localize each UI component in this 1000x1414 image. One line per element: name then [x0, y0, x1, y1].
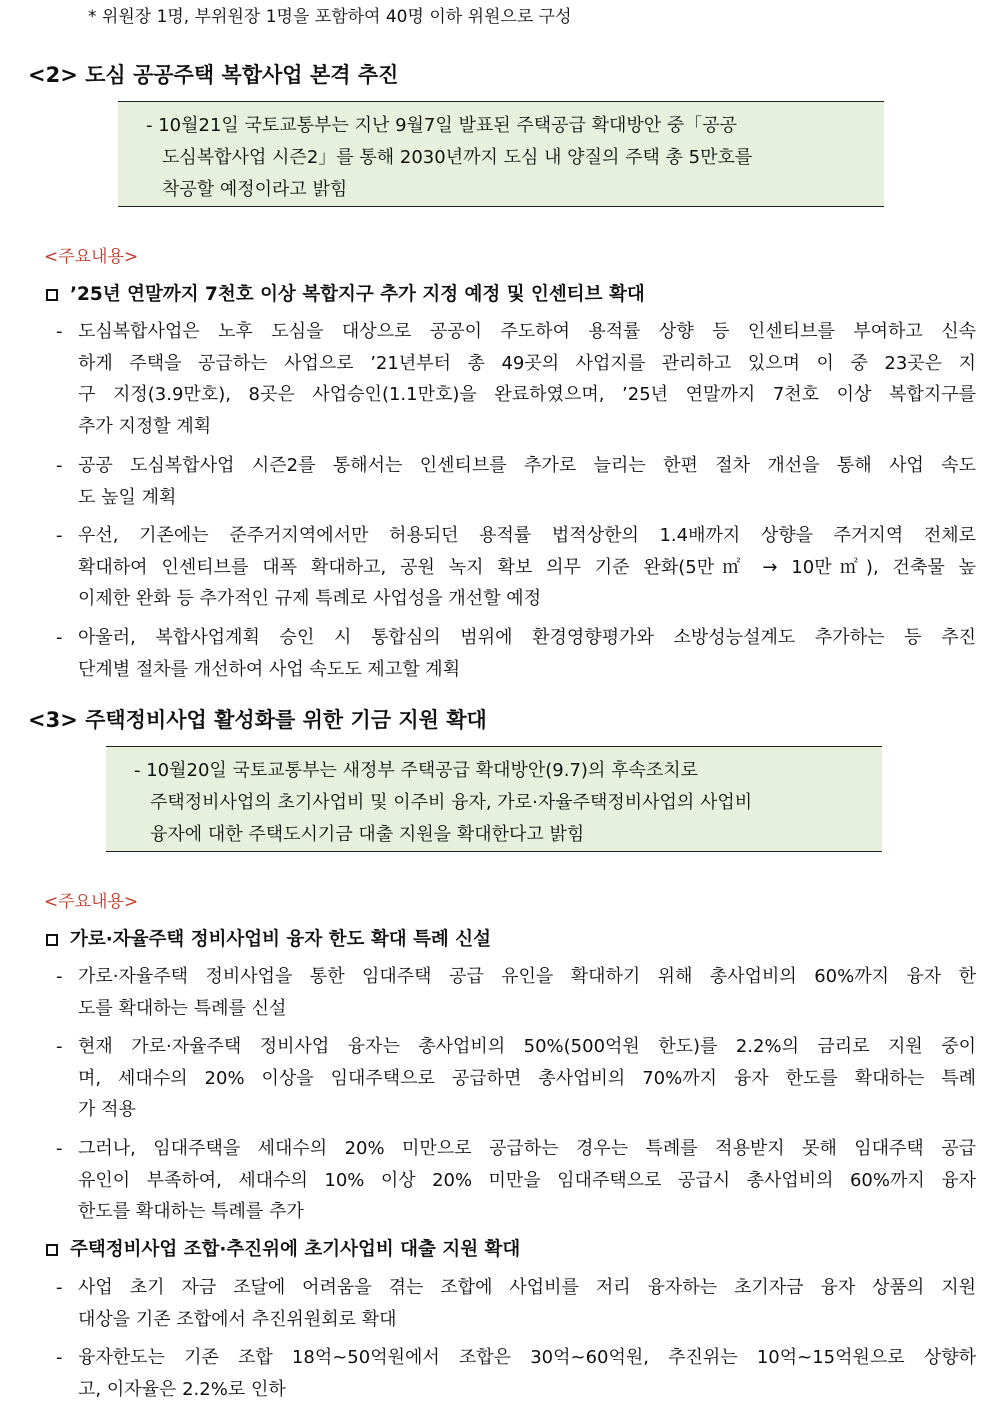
bullet-line: 며, 세대수의 20% 이상을 임대주택으로 공급하면 총사업비의 70%까지 융자 한도를 확대하는 특례 [78, 1067, 976, 1089]
section-3-subhead-2 [46, 1236, 520, 1264]
section-3-main-label: <주요내용> [44, 892, 139, 912]
dash-icon: - [56, 1277, 63, 1298]
dash-icon: - [56, 1036, 63, 1057]
bullet-line: 융자한도는 기존 조합 18억~50억원에서 조합은 30억~60억원, 추진위는 10억~15억원으로 상향하 [78, 1347, 976, 1368]
dash-icon: - [56, 627, 63, 648]
bullet-line: 대상을 기존 조합에서 추진위원회로 확대 [78, 1308, 397, 1330]
dash-icon: - [56, 321, 63, 342]
subhead-title: ’25년 연말까지 7천호 이상 복합지구 추가 지정 예정 및 인센티브 확대 [70, 284, 645, 305]
bullet-line: 도심복합사업은 노후 도심을 대상으로 공공이 주도하여 용적률 상향 등 인센티브를 부여하고 신속 [78, 321, 976, 342]
summary-line: 주택정비사업의 초기사업비 및 이주비 융자, 가로·자율주택정비사업의 사업비 [150, 792, 753, 813]
bullet-line: 사업 초기 자금 조달에 어려움을 겪는 조합에 사업비를 저리 융자하는 초기자금 융자 상품의 지원 [78, 1277, 976, 1298]
bullet-line: 구 지정(3.9만호), 8곳은 사업승인(1.1만호)을 완료하였으며, ’25년 연말까지 7천호 이상 복합지구를 [78, 384, 976, 405]
bullet-line: 고, 이자율은 2.2%로 인하 [78, 1378, 286, 1400]
section-2-summary-box [118, 101, 884, 207]
dash-icon: - [56, 1138, 63, 1159]
bullet-item [56, 1133, 976, 1228]
section-3-summary-box [106, 746, 882, 852]
top-footnote: * 위원장 1명, 부위원장 1명을 포함하여 40명 이하 위원으로 구성 [88, 7, 572, 27]
section-2-subhead-1 [46, 281, 645, 309]
bullet-line: 확대하여 인센티브를 대폭 확대하고, 공원 녹지 확보 의무 기준 완화(5만㎡ → 10만㎡), 건축물 높 [78, 556, 976, 578]
bullet-item [56, 1031, 976, 1126]
bullet-line: 가로·자율주택 정비사업을 통한 임대주택 공급 유인을 확대하기 위해 총사업비의 60%까지 융자 한 [78, 966, 976, 987]
dash-icon: - [56, 1347, 63, 1368]
bullet-line: 이제한 완화 등 추가적인 규제 특례로 사업성을 개선할 예정 [78, 588, 542, 609]
summary-line: 착공할 예정이라고 밝힘 [162, 179, 348, 200]
dash-icon: - [56, 966, 63, 987]
bullet-item [56, 450, 976, 513]
summary-line: - 10월21일 국토교통부는 지난 9월7일 발표된 주택공급 확대방안 중「공공 [146, 115, 738, 136]
summary-line: 융자에 대한 주택도시기금 대출 지원을 확대한다고 밝힘 [150, 824, 585, 845]
checkbox-square-icon [46, 1244, 58, 1256]
checkbox-square-icon [46, 934, 58, 946]
bullet-line: 추가 지정할 계획 [78, 415, 212, 437]
dash-icon: - [56, 525, 63, 546]
bullet-line: 도 높일 계획 [78, 486, 177, 508]
bullet-line: 현재 가로·자율주택 정비사업 융자는 총사업비의 50%(500억원 한도)를 2.2%의 금리로 지원 중이 [78, 1036, 976, 1057]
subhead-title: 주택정비사업 조합·추진위에 초기사업비 대출 지원 확대 [70, 1239, 521, 1260]
bullet-item [56, 1272, 976, 1335]
bullet-item [56, 961, 976, 1024]
bullet-line: 공공 도심복합사업 시즌2를 통해서는 인센티브를 추가로 늘리는 한편 절차 개선을 통해 사업 속도 [78, 455, 976, 476]
bullet-line: 유인이 부족하여, 세대수의 10% 이상 20% 미만을 임대주택으로 공급시 총사업비의 60%까지 융자 [78, 1169, 976, 1191]
dash-icon: - [56, 455, 63, 476]
bullet-line: 도를 확대하는 특례를 신설 [78, 997, 287, 1019]
bullet-line: 그러나, 임대주택을 세대수의 20% 미만으로 공급하는 경우는 특례를 적용받지 못해 임대주택 공급 [78, 1138, 976, 1159]
section-2-title: <2> 도심 공공주택 복합사업 본격 추진 [28, 63, 399, 87]
checkbox-square-icon [46, 289, 58, 301]
section-2-main-label: <주요내용> [44, 247, 139, 267]
bullet-item [56, 520, 976, 615]
summary-line: - 10월20일 국토교통부는 새정부 주택공급 확대방안(9.7)의 후속조치로 [134, 760, 699, 781]
bullet-item [56, 316, 976, 442]
bullet-item [56, 622, 976, 685]
subhead-title: 가로·자율주택 정비사업비 융자 한도 확대 특례 신설 [70, 929, 491, 950]
bullet-line: 아울러, 복합사업계획 승인 시 통합심의 범위에 환경영향평가와 소방성능설계도 추가하는 등 추진 [78, 627, 976, 648]
bullet-item [56, 1342, 976, 1405]
bullet-line: 하게 주택을 공급하는 사업으로 ’21년부터 총 49곳의 사업지를 관리하고 있으며 이 중 23곳은 지 [78, 352, 976, 374]
bullet-line: 단계별 절차를 개선하여 사업 속도도 제고할 계획 [78, 658, 461, 680]
section-3-subhead-1 [46, 926, 491, 954]
summary-line: 도심복합사업 시즌2」를 통해 2030년까지 도심 내 양질의 주택 총 5만호를 [162, 147, 753, 168]
section-3-title: <3> 주택정비사업 활성화를 위한 기금 지원 확대 [28, 708, 487, 732]
bullet-line: 가 적용 [78, 1099, 136, 1120]
bullet-line: 우선, 기존에는 준주거지역에서만 허용되던 용적률 법적상한의 1.4배까지 상향을 주거지역 전체로 [78, 525, 976, 546]
bullet-line: 한도를 확대하는 특례를 추가 [78, 1201, 304, 1222]
